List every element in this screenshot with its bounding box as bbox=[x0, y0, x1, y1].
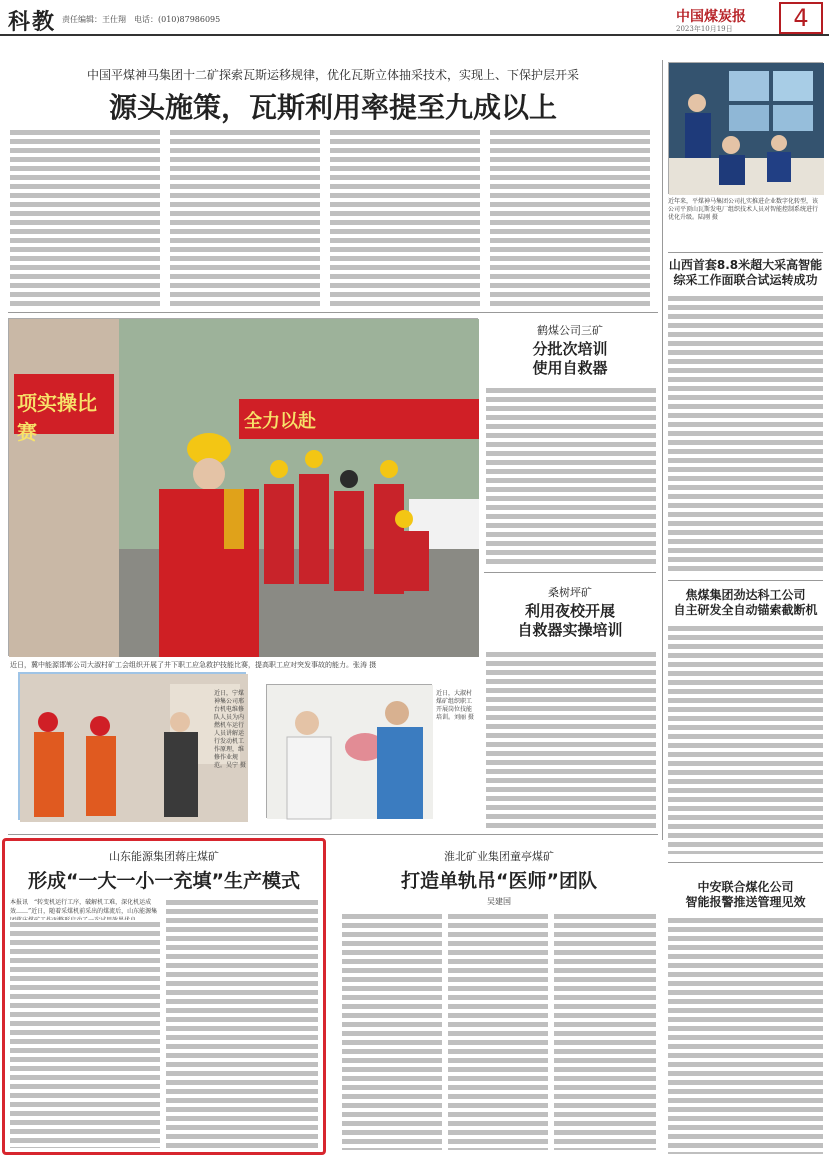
right3-headline bbox=[668, 880, 823, 910]
banner-text-2: 全力以赴 bbox=[244, 411, 316, 432]
s1-headline-line1: 分批次培训 bbox=[532, 340, 608, 358]
lead-column-1 bbox=[10, 128, 160, 308]
control-room-caption: 近年来，平煤神马集团公司扎实推进企业数字化转型，该公司平顶山瓦斯发电厂组织技术人员对智能控制系统进行优化升级。陆刚 摄 bbox=[668, 198, 819, 221]
lead-column-4 bbox=[490, 128, 650, 308]
maintenance-caption: 近日，宁煤神集公司邢台机电维修队人员为内燃机车运行人员讲解运行发动机工作原理，维修作业规范。吴宁 摄 bbox=[214, 690, 246, 769]
bottom-right-author: 吴建国 bbox=[487, 897, 511, 906]
rescue-drill-caption: 近日，冀中能源邯郸公司大淑村矿工会组织开展了井下职工应急救护技能比赛，提高职工应对突发事故的能力。张涛 摄 bbox=[10, 661, 377, 669]
bottom-left-kicker: 山东能源集团蒋庄煤矿 bbox=[109, 850, 219, 863]
training-caption: 近日，大淑村煤矿组织职工开展岗位技能培训。刘丽 摄 bbox=[436, 690, 474, 721]
s1-headline bbox=[484, 340, 656, 378]
lead-headline: 源头施策，瓦斯利用率提至九成以上 bbox=[108, 91, 557, 124]
rescue-drill-illustration bbox=[9, 319, 479, 657]
right3-headline-line1: 中安联合煤化公司 bbox=[697, 880, 794, 894]
right2-body bbox=[668, 624, 823, 854]
bottom-left-headline: 形成“一大一小一充填”生产模式 bbox=[28, 870, 300, 892]
maintenance-photo bbox=[18, 672, 246, 820]
right3-headline-line2: 智能报警推送管理见效 bbox=[685, 895, 806, 909]
s2-headline-line2: 自救器实操培训 bbox=[517, 621, 623, 639]
s2-headline bbox=[484, 602, 656, 640]
lead-kicker: 中国平煤神马集团十二矿探索瓦斯运移规律，优化瓦斯立体抽采技术，实现上、下保护层开采 bbox=[86, 68, 579, 82]
bottom-right-col-3 bbox=[554, 912, 656, 1150]
s1-headline-line2: 使用自救器 bbox=[532, 359, 608, 377]
paper-date: 2023年10月19日 bbox=[676, 25, 733, 33]
section-name: 科教 bbox=[8, 10, 57, 35]
right1-headline-line1: 山西首套8.8米超大采高智能 bbox=[668, 258, 823, 272]
right1-body bbox=[668, 294, 823, 572]
control-room-illustration bbox=[669, 63, 824, 195]
bottom-left-col-2 bbox=[166, 898, 318, 1148]
right2-headline-line1: 焦煤集团劲达科工公司 bbox=[685, 588, 806, 602]
s2-body bbox=[486, 650, 656, 830]
bottom-right-kicker: 淮北矿业集团童亭煤矿 bbox=[444, 850, 554, 863]
right2-headline bbox=[668, 588, 823, 618]
column-divider bbox=[662, 60, 663, 840]
bottom-right-headline: 打造单轨吊“医师”团队 bbox=[401, 870, 597, 892]
control-room-photo bbox=[668, 62, 823, 194]
divider bbox=[668, 580, 823, 581]
bottom-left-col-1 bbox=[10, 920, 160, 1148]
divider bbox=[668, 252, 823, 253]
page-header bbox=[0, 0, 829, 36]
lead-column-2 bbox=[170, 128, 320, 308]
divider bbox=[668, 862, 823, 863]
paper-name: 中国煤炭报 bbox=[676, 9, 746, 25]
bottom-left-lead: 本报讯 “转变机运行工序，破解机工难，深化机运成效……”近日，随着采煤机前采出的煤流后，山东能源集 bbox=[10, 899, 158, 915]
right3-body bbox=[668, 916, 823, 1154]
banner-text-1: 项实操比赛 bbox=[17, 391, 97, 444]
editor-info: 责任编辑：王仕翔 电话：(010)87986095 bbox=[62, 15, 221, 24]
s1-kicker: 鹤煤公司三矿 bbox=[537, 324, 603, 337]
lead-column-3 bbox=[330, 128, 480, 308]
divider bbox=[8, 834, 658, 835]
page-number: 4 bbox=[779, 2, 823, 34]
bottom-right-col-2 bbox=[448, 912, 548, 1150]
s2-kicker: 桑树坪矿 bbox=[548, 586, 592, 599]
bottom-right-col-1 bbox=[342, 912, 442, 1150]
rescue-drill-photo bbox=[8, 318, 478, 656]
s1-body bbox=[486, 386, 656, 566]
training-photo bbox=[266, 684, 432, 818]
right1-headline-line2: 综采工作面联合试运转成功 bbox=[673, 273, 818, 287]
right1-headline bbox=[668, 258, 823, 288]
divider bbox=[484, 572, 656, 573]
divider bbox=[8, 312, 658, 313]
right2-headline-line2: 自主研发全自动锚索截断机 bbox=[673, 603, 818, 617]
training-illustration bbox=[267, 685, 433, 819]
s2-headline-line1: 利用夜校开展 bbox=[524, 602, 615, 620]
